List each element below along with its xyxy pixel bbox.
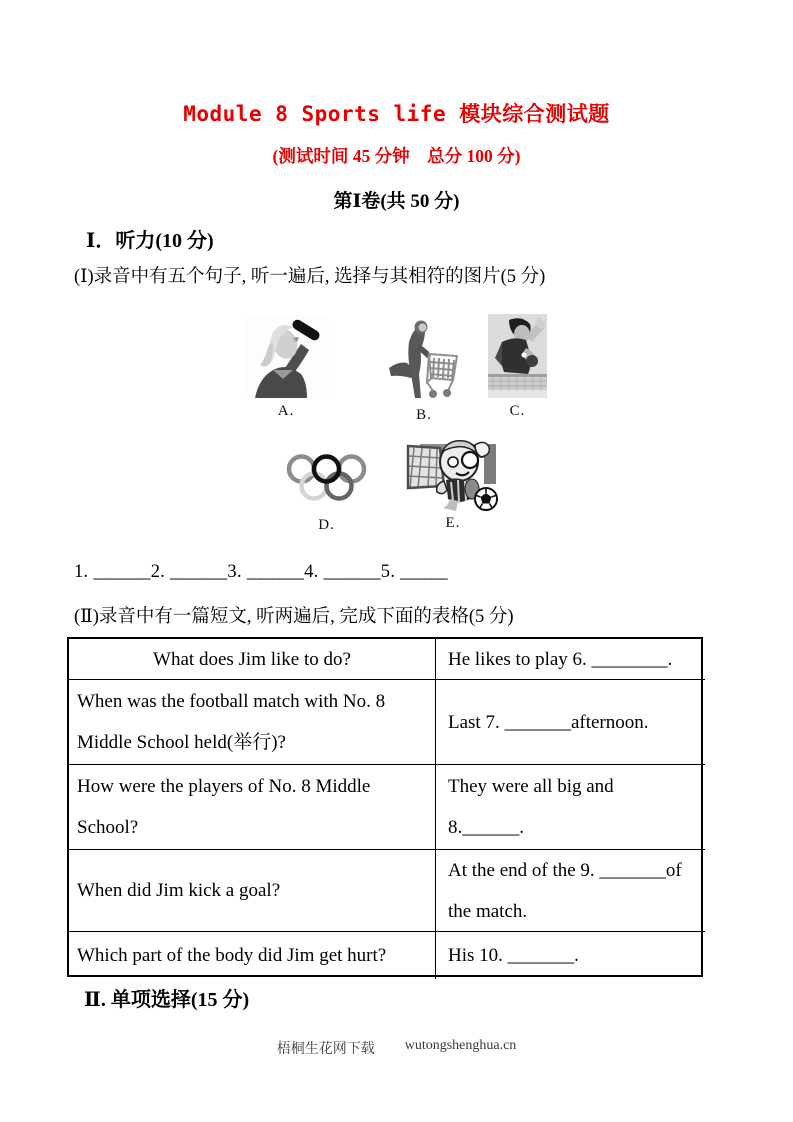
picture-b-label: B. (416, 407, 432, 423)
footer-site-name: 梧桐生花网下载 (276, 1042, 375, 1057)
picture-option-e (406, 436, 500, 532)
shopping-cart-image (385, 318, 463, 402)
picture-option-c (488, 314, 547, 420)
olympic-rings-image (286, 453, 367, 507)
listening-comprehension-table (67, 637, 703, 977)
picture-option-b (385, 318, 463, 424)
listening-answer-blanks: 1. ______2. ______3. ______4. ______5. _____ (74, 562, 448, 582)
picture-option-a (243, 316, 329, 420)
table-question-4: When did Jim kick a goal? (69, 850, 436, 932)
table-answer-4: At the end of the 9. _______of the match. (436, 850, 705, 932)
volume-heading: 第Ⅰ卷(共 50 分) (333, 191, 460, 212)
listening-part1-instruction: (Ⅰ)录音中有五个句子, 听一遍后, 选择与其相符的图片(5 分) (74, 267, 546, 287)
picture-option-d (286, 453, 367, 534)
picture-c-label: C. (509, 403, 526, 419)
table-answer-3: They were all big and 8.______. (436, 765, 705, 850)
picture-d-label: D. (318, 517, 335, 533)
table-tennis-image (488, 314, 547, 398)
page-title: Module 8 Sports life 模块综合测试题 (183, 102, 610, 126)
footer-site-url[interactable]: wutongshenghua.cn (404, 1038, 517, 1053)
table-question-3: How were the players of No. 8 Middle School? (69, 765, 436, 850)
page-footer (0, 1038, 793, 1058)
table-answer-1: He likes to play 6. ________. (436, 639, 705, 680)
section-2-choice-heading: Ⅱ. 单项选择(15 分) (84, 989, 250, 1011)
picture-a-label: A. (277, 403, 295, 419)
listening-part2-instruction: (Ⅱ)录音中有一篇短文, 听两遍后, 完成下面的表格(5 分) (74, 607, 514, 627)
singer-image (243, 316, 329, 398)
table-question-5: Which part of the body did Jim get hurt? (69, 932, 436, 979)
table-answer-5: His 10. _______. (448, 945, 579, 966)
table-question-2: When was the football match with No. 8 Middle School held(举行)? (69, 680, 436, 765)
table-answer-2: Last 7. _______afternoon. (436, 680, 705, 765)
section-1-listening-heading: Ⅰ．听力(10 分) (86, 230, 214, 252)
page-subtitle: (测试时间 45 分钟 总分 100 分) (272, 146, 521, 166)
picture-e-label: E. (445, 515, 461, 531)
table-question-1: What does Jim like to do? (69, 639, 436, 680)
goalkeeper-cartoon-image (406, 436, 500, 513)
